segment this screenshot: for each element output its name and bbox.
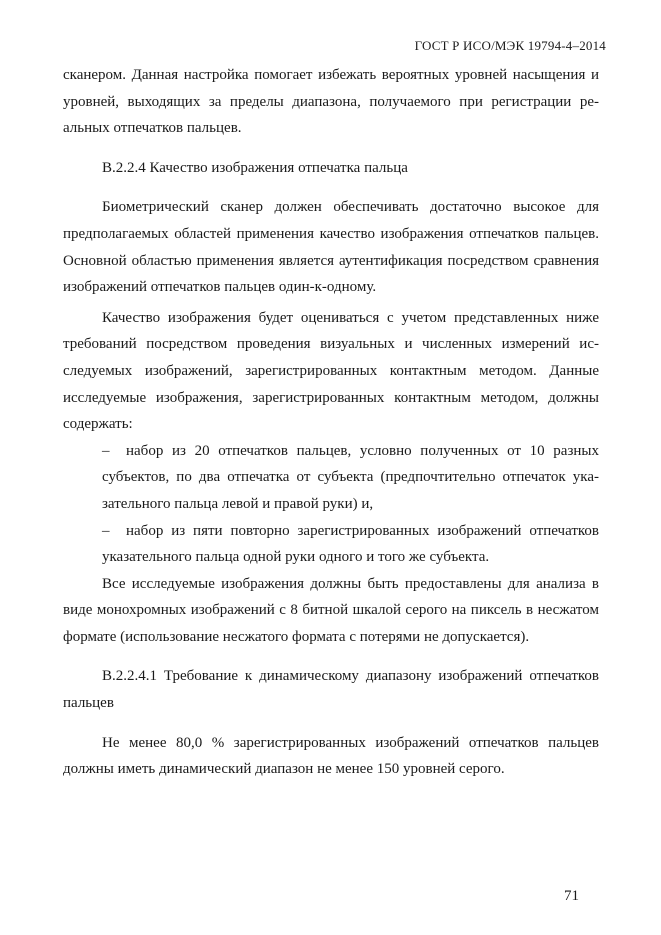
list-item — [63, 518, 599, 571]
list-item-text: набор из пяти повторно зарегистрированных изображений отпечатков указательного пальца одной руки одного и того же субъекта. — [102, 522, 599, 566]
paragraph-continuation: сканером. Данная настройка помогает избежать вероятных уровней насыщения и уровней, выходящих за пределы диапазона, получаемого при регистрации реальных отпечатков пальцев. — [63, 67, 599, 137]
document-header: ГОСТ Р ИСО/МЭК 19794-4–2014 — [414, 38, 606, 53]
paragraph-quality-evaluation: Качество изображения будет оцениваться с учетом представленных ниже требований посредством проведения визуальных и численных измерений исследуемых изображений, зарегистрированных контактным методом. Данные исследуемые изображения, зарегистрированных контактным методом, должны содержать: — [63, 309, 599, 433]
page-number: 71 — [564, 888, 579, 904]
section-heading-b224: В.2.2.4 Качество изображения отпечатка пальца — [102, 159, 408, 176]
paragraph-dynamic-range: Не менее 80,0 % зарегистрированных изображений отпечатков пальцев должны иметь динамический диапазон не менее 150 уровней серого. — [63, 734, 599, 778]
section-heading-b2241: В.2.2.4.1 Требование к динамическому диапазону изображений отпечатков пальцев — [63, 668, 599, 712]
list-item — [63, 438, 599, 518]
document-body — [63, 62, 599, 783]
list-marker: – — [102, 522, 110, 539]
paragraph-scanner-quality: Биометрический сканер должен обеспечивать достаточно высокое для предполагаемых областей применения качество изображения отпечатков пальцев. Основной областью применения является аутентификация посредством сравнения изображений отпечатков пальцев один-к-одному. — [63, 199, 599, 296]
list-item-text: набор из 20 отпечатков пальцев, условно полученных от 10 разных субъектов, по два отпечатка от субъекта (предпочтительно отпечаток указательного пальца левой и правой руки) и, — [102, 442, 599, 512]
list-marker: – — [102, 442, 110, 459]
paragraph-image-format: Все исследуемые изображения должны быть предоставлены для анализа в виде монохромных изображений с 8 битной шкалой серого на пиксель в несжатом формате (использование несжатого формата с потерями не допускается). — [63, 575, 599, 645]
